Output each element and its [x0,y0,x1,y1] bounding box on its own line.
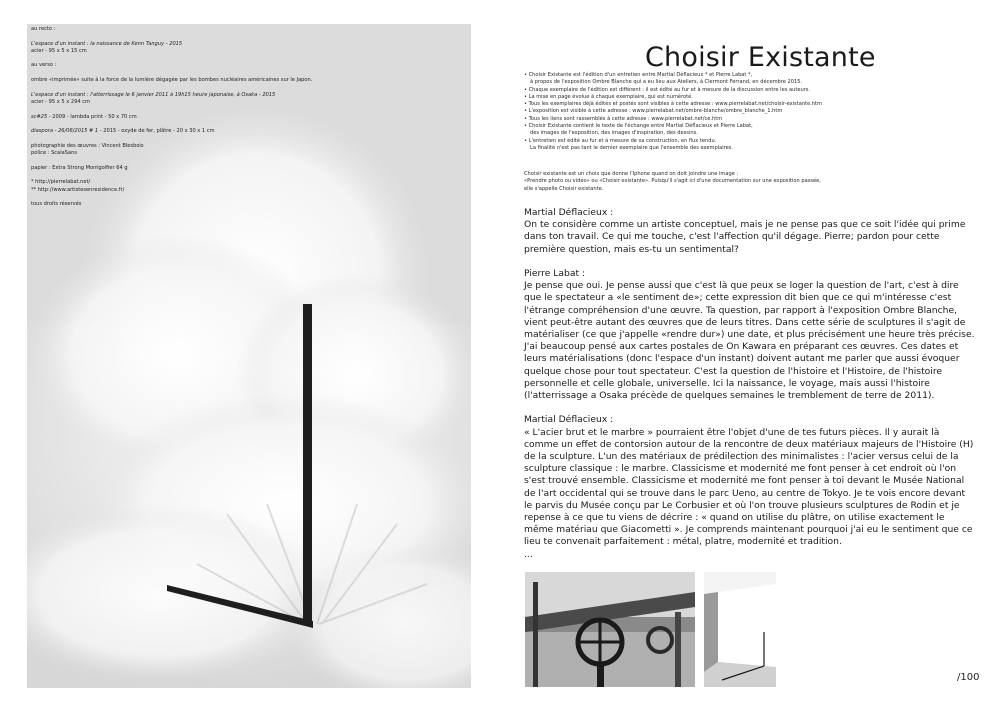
paper-credit: papier : Extra Strong Montgolfier 64 g [31,164,128,171]
rights-notice: tous droits réservés [31,201,82,208]
info-bullet-line: • Choisir Existante contient le texte de l'échange entre Martial Déflacieux et Pierre Labat, [524,123,753,130]
steel-sculpture-vertical [303,304,312,622]
recto-dims: acier - 95 x 5 x 15 cm [31,47,87,54]
page-number: /100 [957,672,980,683]
footnote-2: ** http://www.artistesenresidence.fr/ [31,186,125,193]
speaker-name: Pierre Labat : [524,268,586,279]
info-bullet-line: à propos de l'exposition Ombre Blanche qui a eu lieu aux Ateliers, à Clermont Ferrand, en décembre 2015. [530,79,803,86]
speaker-text: On te considère comme un artiste conceptuel, mais je ne pense pas que ce soit l'idée qui prime dans ton travail. Ce qui me touche, c'est l'affection qu'il dégage. Pierre; pardon pour cette première question, mais es-tu un sentimental? [524,219,966,255]
info-bullet-line: des images de l'exposition, des images d'inspiration, des dessins. [530,130,698,137]
speaker-text: « L'acier brut et le marbre » pourraient être l'objet d'une de tes futurs pièces. Il y aurait là comme un effet de contorsion autour de la rencontre de deux matériaux majeurs de l'Histoire (H) de la sculpture. L'un des matériaux de prédilection des minimalistes : l'acier versus celui de la sculpture classique : le marbre. Classicisme et modernité me font penser à cet endroit où l'on s'est trouvé ensemble. Classicisme et modernité me font penser à toi devant le Musée National de l'art occidental qui se trouve dans le parc Ueno, au centre de Tokyo. Je te vois encore devant le parvis du Musée conçu par Le Corbusier et où l'on trouve plusieurs sculptures de Rodin et je repense à ce que tu viens de décrire : « quand on utilise du plâtre, on utilise exactement le même matériau que Giacometti ». Je comprends maintenant pourquoi j'ai eu le sentiment que ce lieu te convenait parfaitement : métal, platre, modernité et tradition. [524,426,974,548]
speaker-name: Martial Déflacieux : [524,414,614,426]
info-bullet-line: • Choisir Existante est l'édition d'un entretien entre Martial Déflacieux * et Pierre Labat *, [524,72,753,78]
info-bullet-line: • Chaque exemplaire de l'édition est différent : il est édité au fur et à mesure de la discussion entre les auteurs. [524,86,811,93]
left-photo-panel [27,24,471,688]
ellipsis: ... [524,548,533,560]
verso-title: L'espace d'un instant : l'atterrissage le 6 janvier 2011 à 19h15 heure japonaise, à Osaka - 2015 [31,91,276,98]
info-bullet-line: • Tous les liens sont rassemblés à cette adresse : www.pierrelabat.net/ce.htm [524,115,723,122]
sc25-title: sc#25 [31,113,48,120]
intro-paragraph [524,171,964,193]
interview-text [524,207,976,561]
diaspora-rest: - 2015 - oxyde de fer, plâtre - 20 x 30 x 1 cm [98,128,215,135]
thumbnail-gallery-photo [704,572,776,687]
info-bullet-line: • L'entretien est édité au fur et à mesure de sa construction, en flux tendu. [524,137,717,144]
speaker-name: Martial Déflacieux : [524,207,614,218]
info-bullet-line: • Tous les exemplaires déjà édités et postés sont visibles à cette adresse : www.pierrelabat.net/choisir-existante.htm [524,101,822,108]
page-title: Choisir Existante [645,42,876,74]
thumbnail-wheel-photo [525,572,695,687]
info-bullet-line: • L'exposition est visible à cette adresse : www.pierrelabat.net/ombre-blanche/ombre_blanche_1.htm [524,108,783,115]
info-bullet-line: La finalité n'est pas tant le dernier exemplaire que l'ensemble des exemplaires. [530,144,734,151]
intro-line: Choisir existante est un choix que donne l'Iphone quand on doit joindre une image : [524,171,739,177]
verso-label: au verso : [31,62,57,69]
verso-desc: ombre «imprimée» suite à la force de la lumière dégagée par les bombes nucléaires américaines sur le Japon. [31,77,313,84]
credits-block [31,26,461,208]
font-credit: police : ScalaSans [31,150,77,157]
verso-dims: acier - 95 x 5 x 294 cm [31,98,90,105]
recto-title: L'espace d'un instant : la naissance de Kenn Tanguy - 2015 [31,40,183,47]
info-bullets [524,72,964,152]
info-bullet-line: • La mise en page évolue à chaque exemplaire, qui est numéroté. [524,93,693,100]
diaspora-title: diaspora - 26/08/2015 # 1 [31,128,99,135]
intro-line: «Prendre photo ou vidéo» ou «Choisir existante». Puisqu'il s'agit ici d'une documentation sur une exposition passée, [524,178,821,185]
footnote-1: * http://pierrelabat.net/ [31,179,91,186]
sc25-rest: - 2009 - lambda print - 50 x 70 cm [47,113,137,120]
photo-credit: photographie des œuvres : Vincent Blesbois [31,142,144,149]
intro-line: elle s'appelle Choisir existante. [524,185,604,192]
speaker-text: Je pense que oui. Je pense aussi que c'est là que peux se loger la question de l'art, c'est à dire que le spectateur a «le sentiment de»; cette expression dit bien que ce qui m'intéresse c'est l'étrange compréhension d'une œuvre. Ta question, par rapport à l'exposition Ombre Blanche, vient peut-être autant des œuvres que de leurs titres. Dans cette série de sculptures il s'agit de matérialiser (ce que j'appelle «rendre dur») une date, et plus précisément une heure très précise. J'ai beaucoup pensé aux cartes postales de On Kawara en préparant ces œuvres. Ces dates et leurs matérialisations (donc l'espace d'un instant) doivent autant me parler que aussi évoquer quelque chose pour tout spectateur. C'est la question de l'histoire et l'Histoire, de l'histoire personnelle et celle globale, universelle. Ici la naissance, le voyage, mais aussi l'histoire (l'atterrissage a Osaka précède de quelques semaines le tremblement de terre de 2011). [524,280,975,402]
recto-label: au recto : [31,26,56,32]
